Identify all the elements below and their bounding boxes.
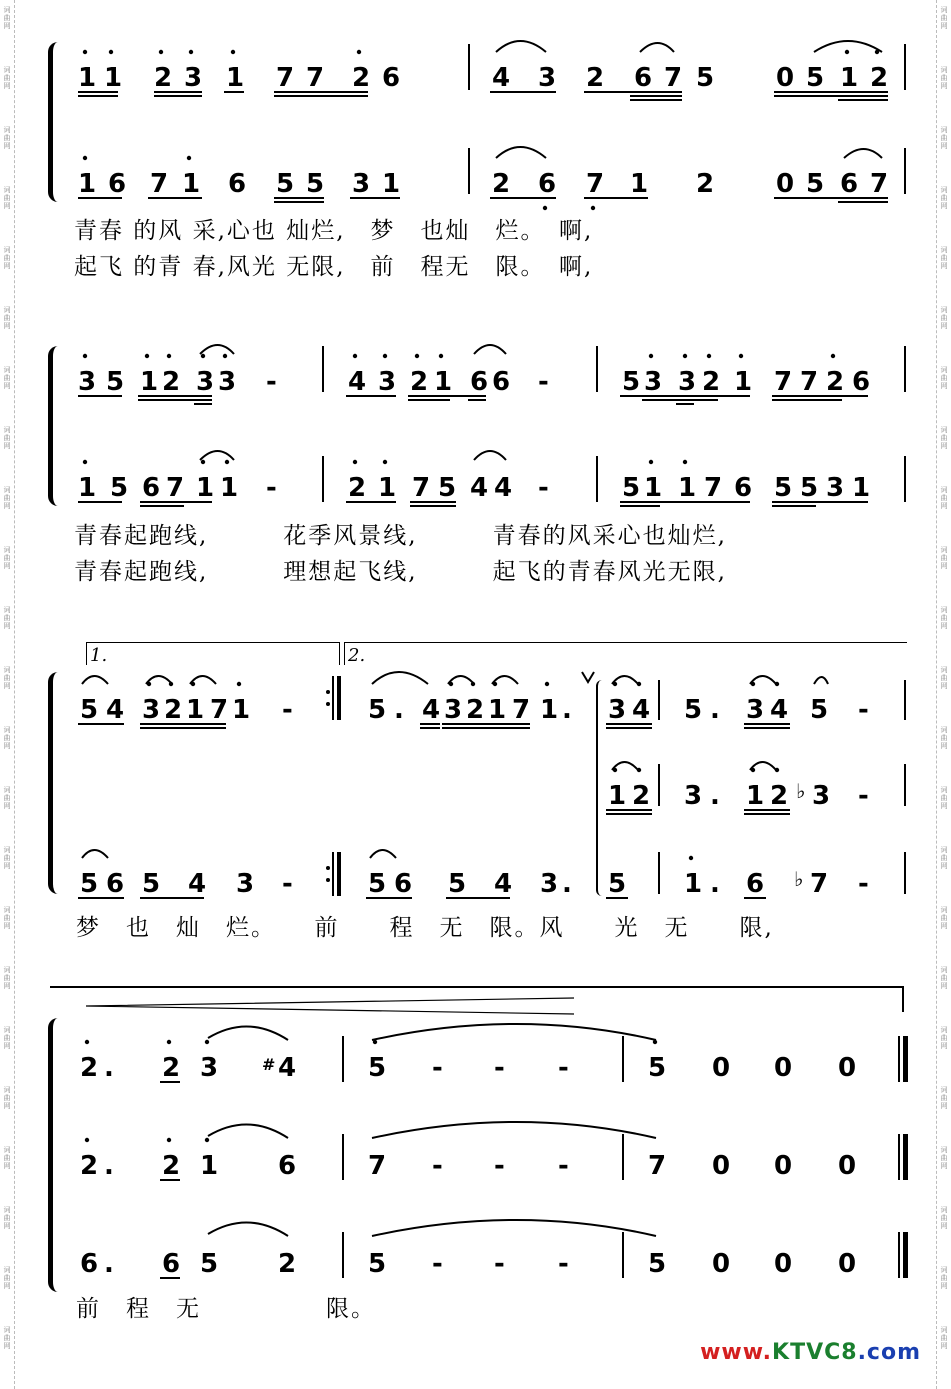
svg-text:1: 1 — [78, 169, 97, 199]
svg-text:4: 4 — [494, 869, 513, 899]
barline — [658, 764, 660, 806]
svg-text:.: . — [562, 695, 572, 725]
svg-text:3: 3 — [540, 869, 559, 899]
svg-text:1: 1 — [434, 367, 453, 397]
system1-brace — [48, 42, 71, 202]
system1-staff2 — [78, 164, 908, 204]
system2-staff1 — [78, 362, 908, 402]
watermark-text: 词 曲 网 — [940, 1146, 948, 1170]
svg-text:.: . — [562, 869, 572, 899]
svg-text:6: 6 — [840, 169, 859, 199]
watermark-text: 词 曲 网 — [940, 306, 948, 330]
svg-text:-: - — [558, 1053, 569, 1083]
svg-text:0: 0 — [712, 1151, 731, 1181]
svg-text:5: 5 — [106, 367, 125, 397]
svg-text:0: 0 — [838, 1249, 857, 1279]
svg-text:.: . — [104, 1053, 114, 1083]
svg-text:6: 6 — [162, 1249, 181, 1279]
svg-text:5: 5 — [448, 869, 467, 899]
svg-text:1: 1 — [608, 781, 627, 811]
svg-text:6: 6 — [852, 367, 871, 397]
svg-text:5: 5 — [276, 169, 295, 199]
svg-text:4: 4 — [278, 1053, 297, 1083]
svg-text:2: 2 — [770, 781, 789, 811]
svg-text:2: 2 — [492, 169, 511, 199]
svg-text:-: - — [858, 695, 869, 725]
watermark-text: 词 曲 网 — [3, 186, 11, 210]
svg-text:2: 2 — [410, 367, 429, 397]
system4-staff3 — [78, 1244, 908, 1284]
watermark-text: 词 曲 网 — [940, 186, 948, 210]
svg-text:-: - — [858, 781, 869, 811]
svg-text:1: 1 — [488, 695, 507, 725]
svg-text:6: 6 — [734, 473, 753, 503]
watermark-text: 词 曲 网 — [3, 726, 11, 750]
system2-staff1-notation — [78, 350, 908, 400]
svg-text:1: 1 — [196, 473, 215, 503]
svg-text:5: 5 — [368, 1249, 387, 1279]
watermark-text: 词 曲 网 — [940, 1206, 948, 1230]
svg-text:#: # — [262, 1055, 276, 1074]
watermark-text: 词 曲 网 — [3, 906, 11, 930]
barline — [596, 456, 598, 502]
svg-text:7: 7 — [210, 695, 229, 725]
svg-text:7: 7 — [276, 63, 295, 93]
svg-text:-: - — [432, 1053, 443, 1083]
system1-staff1 — [78, 58, 908, 98]
barline — [468, 148, 470, 194]
svg-text:-: - — [494, 1151, 505, 1181]
svg-text:7: 7 — [800, 367, 819, 397]
svg-text:7: 7 — [150, 169, 169, 199]
svg-text:1: 1 — [746, 781, 765, 811]
svg-text:7: 7 — [512, 695, 531, 725]
system3-brace — [48, 672, 71, 894]
svg-text:7: 7 — [166, 473, 185, 503]
svg-text:1: 1 — [734, 367, 753, 397]
barline — [904, 852, 906, 894]
site-logo-part3: .com — [857, 1340, 921, 1365]
svg-text:2: 2 — [586, 63, 605, 93]
watermark-text: 词 曲 网 — [940, 126, 948, 150]
svg-text:2: 2 — [80, 1151, 99, 1181]
svg-text:5: 5 — [684, 695, 703, 725]
svg-text:2: 2 — [826, 367, 845, 397]
system2-staff2-notation — [78, 456, 908, 506]
svg-text:7: 7 — [648, 1151, 667, 1181]
svg-text:-: - — [282, 695, 293, 725]
svg-text:2: 2 — [352, 63, 371, 93]
svg-text:6: 6 — [80, 1249, 99, 1279]
svg-text:1: 1 — [232, 695, 251, 725]
svg-text:1: 1 — [644, 473, 663, 503]
svg-text:7: 7 — [704, 473, 723, 503]
svg-text:0: 0 — [712, 1249, 731, 1279]
svg-text:5: 5 — [696, 63, 715, 93]
barline — [342, 1134, 344, 1180]
barline — [904, 44, 906, 90]
svg-text:7: 7 — [664, 63, 683, 93]
svg-text:7: 7 — [870, 169, 889, 199]
svg-text:2: 2 — [466, 695, 485, 725]
svg-text:2: 2 — [632, 781, 651, 811]
svg-text:3: 3 — [444, 695, 463, 725]
svg-text:2: 2 — [702, 367, 721, 397]
svg-text:3: 3 — [826, 473, 845, 503]
svg-text:6: 6 — [538, 169, 557, 199]
watermark-text: 词 曲 网 — [3, 606, 11, 630]
svg-text:1: 1 — [78, 473, 97, 503]
svg-text:5: 5 — [800, 473, 819, 503]
svg-text:6: 6 — [142, 473, 161, 503]
svg-text:7: 7 — [306, 63, 325, 93]
svg-text:-: - — [266, 367, 277, 397]
svg-text:2: 2 — [162, 367, 181, 397]
final-barline — [898, 1134, 910, 1180]
svg-text:.: . — [710, 695, 720, 725]
watermark-text: 词 曲 网 — [3, 546, 11, 570]
system2-staff2 — [78, 468, 908, 508]
watermark-text: 词 曲 网 — [3, 1326, 11, 1350]
svg-text:0: 0 — [776, 63, 795, 93]
watermark-text: 词 曲 网 — [940, 966, 948, 990]
svg-text:3: 3 — [218, 367, 237, 397]
svg-text:6: 6 — [382, 63, 401, 93]
barline — [658, 680, 660, 720]
decrescendo-hairpin — [86, 996, 576, 1016]
svg-text:3: 3 — [538, 63, 557, 93]
svg-text:4: 4 — [632, 695, 651, 725]
svg-text:1: 1 — [200, 1151, 219, 1181]
svg-text:2: 2 — [278, 1249, 297, 1279]
svg-text:4: 4 — [348, 367, 367, 397]
svg-text:6: 6 — [492, 367, 511, 397]
svg-text:6: 6 — [470, 367, 489, 397]
volta-bracket-2 — [344, 642, 907, 665]
watermark-text: 词 曲 网 — [940, 1086, 948, 1110]
watermark-text: 词 曲 网 — [940, 66, 948, 90]
svg-text:3: 3 — [352, 169, 371, 199]
barline — [622, 1036, 624, 1082]
volta-1-label: 1. — [90, 645, 108, 666]
svg-text:5: 5 — [80, 869, 99, 899]
svg-text:-: - — [432, 1249, 443, 1279]
watermark-text: 词 曲 网 — [3, 786, 11, 810]
barline — [904, 456, 906, 502]
system4-staff3-notation — [78, 1232, 908, 1282]
svg-text:5: 5 — [622, 473, 641, 503]
svg-text:7: 7 — [810, 869, 829, 899]
svg-text:6: 6 — [394, 869, 413, 899]
barline — [342, 1036, 344, 1082]
svg-text:1: 1 — [678, 473, 697, 503]
svg-text:2: 2 — [80, 1053, 99, 1083]
svg-text:0: 0 — [838, 1053, 857, 1083]
svg-text:1: 1 — [104, 63, 123, 93]
svg-text:2: 2 — [696, 169, 715, 199]
svg-text:3: 3 — [608, 695, 627, 725]
svg-text:-: - — [538, 367, 549, 397]
watermark-text: 词 曲 网 — [940, 6, 948, 30]
svg-text:3: 3 — [196, 367, 215, 397]
svg-text:-: - — [266, 473, 277, 503]
system2-brace — [48, 346, 71, 506]
watermark-text: 词 曲 网 — [940, 426, 948, 450]
svg-text:5: 5 — [306, 169, 325, 199]
barline — [468, 44, 470, 90]
watermark-text: 词 曲 网 — [3, 1266, 11, 1290]
barline — [622, 1232, 624, 1278]
svg-text:5: 5 — [608, 869, 627, 899]
watermark-text: 词 曲 网 — [940, 906, 948, 930]
final-barline — [898, 1036, 910, 1082]
svg-text:2: 2 — [870, 63, 889, 93]
svg-text:2: 2 — [154, 63, 173, 93]
svg-text:5: 5 — [142, 869, 161, 899]
svg-text:0: 0 — [712, 1053, 731, 1083]
system3-staff2-notation — [78, 764, 908, 814]
svg-text:1: 1 — [186, 695, 205, 725]
svg-text:.: . — [104, 1151, 114, 1181]
watermark-text: 词 曲 网 — [3, 1206, 11, 1230]
svg-text:7: 7 — [774, 367, 793, 397]
svg-text:3: 3 — [78, 367, 97, 397]
watermark-text: 词 曲 网 — [3, 366, 11, 390]
svg-text:0: 0 — [776, 169, 795, 199]
svg-text:♭: ♭ — [796, 779, 806, 803]
watermark-text: 词 曲 网 — [3, 126, 11, 150]
svg-text:2: 2 — [162, 1151, 181, 1181]
watermark-text: 词 曲 网 — [940, 546, 948, 570]
repeat-end-sign — [326, 676, 342, 720]
barline — [342, 1232, 344, 1278]
system4-lyric: 前 程 无 限。 — [76, 1296, 376, 1322]
svg-text:-: - — [558, 1151, 569, 1181]
svg-text:6: 6 — [278, 1151, 297, 1181]
svg-text:-: - — [858, 869, 869, 899]
watermark-text: 词 曲 网 — [940, 1266, 948, 1290]
svg-text:3: 3 — [746, 695, 765, 725]
right-watermark-strip — [936, 0, 951, 1389]
system4-staff2 — [78, 1146, 908, 1186]
svg-text:5: 5 — [648, 1053, 667, 1083]
svg-text:-: - — [432, 1151, 443, 1181]
svg-text:.: . — [394, 695, 404, 725]
watermark-text: 词 曲 网 — [3, 1086, 11, 1110]
svg-text:4: 4 — [770, 695, 789, 725]
svg-text:5: 5 — [80, 695, 99, 725]
svg-text:4: 4 — [188, 869, 207, 899]
barline — [322, 346, 324, 392]
watermark-text: 词 曲 网 — [940, 666, 948, 690]
system1-staff1-notation — [78, 46, 908, 96]
svg-text:1: 1 — [378, 473, 397, 503]
svg-text:7: 7 — [586, 169, 605, 199]
svg-text:-: - — [494, 1053, 505, 1083]
site-logo-part1: www. — [700, 1340, 773, 1365]
system3-lyric: 梦 也 灿 烂。 前 程 无 限。风 光 无 限, — [76, 915, 774, 941]
system4-brace — [48, 1018, 71, 1292]
svg-text:2: 2 — [162, 1053, 181, 1083]
svg-text:2: 2 — [164, 695, 183, 725]
svg-text:6: 6 — [746, 869, 765, 899]
system1-lyric-verse2: 起飞 的青 春,风光 无限, 前 程无 限。 啊, — [74, 254, 594, 280]
svg-text:3: 3 — [684, 781, 703, 811]
watermark-text: 词 曲 网 — [3, 846, 11, 870]
svg-text:5: 5 — [368, 1053, 387, 1083]
watermark-text: 词 曲 网 — [940, 606, 948, 630]
svg-text:5: 5 — [622, 367, 641, 397]
svg-text:1: 1 — [630, 169, 649, 199]
site-logo-part2: KTVC8 — [772, 1340, 858, 1365]
barline — [904, 680, 906, 720]
barline — [904, 148, 906, 194]
repeat-end-sign — [326, 852, 342, 896]
watermark-text: 词 曲 网 — [3, 1026, 11, 1050]
watermark-text: 词 曲 网 — [3, 6, 11, 30]
svg-text:4: 4 — [494, 473, 513, 503]
barline — [596, 346, 598, 392]
svg-text:3: 3 — [142, 695, 161, 725]
site-logo — [700, 1340, 921, 1365]
svg-text:1: 1 — [852, 473, 871, 503]
svg-text:.: . — [104, 1249, 114, 1279]
svg-text:5: 5 — [806, 169, 825, 199]
watermark-text: 词 曲 网 — [3, 246, 11, 270]
watermark-text: 词 曲 网 — [3, 486, 11, 510]
watermark-text: 词 曲 网 — [940, 1026, 948, 1050]
svg-text:5: 5 — [810, 695, 829, 725]
svg-text:3: 3 — [678, 367, 697, 397]
svg-text:0: 0 — [774, 1151, 793, 1181]
system3-staff1 — [78, 690, 908, 730]
system3-staff3-notation — [78, 852, 908, 902]
watermark-text: 词 曲 网 — [3, 306, 11, 330]
watermark-text: 词 曲 网 — [940, 726, 948, 750]
svg-text:6: 6 — [106, 869, 125, 899]
final-barline — [898, 1232, 910, 1278]
barline — [902, 986, 904, 1012]
svg-text:1: 1 — [840, 63, 859, 93]
svg-text:-: - — [494, 1249, 505, 1279]
barline — [622, 1134, 624, 1180]
svg-text:1: 1 — [140, 367, 159, 397]
svg-text:6: 6 — [108, 169, 127, 199]
system2-lyric-verse1: 青春起跑线, 花季风景线, 青春的风采心也灿烂, — [74, 523, 727, 549]
svg-text:3: 3 — [184, 63, 203, 93]
svg-text:5: 5 — [200, 1249, 219, 1279]
svg-text:3: 3 — [378, 367, 397, 397]
barline — [658, 852, 660, 894]
svg-text:3: 3 — [812, 781, 831, 811]
system4-staff1 — [78, 1048, 908, 1088]
svg-text:4: 4 — [492, 63, 511, 93]
watermark-text: 词 曲 网 — [3, 966, 11, 990]
svg-text:5: 5 — [774, 473, 793, 503]
barline — [322, 456, 324, 502]
system4-staff2-notation — [78, 1134, 908, 1184]
barline — [904, 764, 906, 806]
svg-text:5: 5 — [110, 473, 129, 503]
svg-text:1: 1 — [220, 473, 239, 503]
system2-lyric-verse2: 青春起跑线, 理想起飞线, 起飞的青春风光无限, — [74, 559, 727, 585]
barline — [904, 346, 906, 392]
system4-staff1-notation — [78, 1036, 908, 1086]
watermark-text: 词 曲 网 — [940, 846, 948, 870]
watermark-text: 词 曲 网 — [940, 486, 948, 510]
svg-text:1: 1 — [182, 169, 201, 199]
svg-text:5: 5 — [438, 473, 457, 503]
svg-text:1: 1 — [226, 63, 245, 93]
svg-text:3: 3 — [644, 367, 663, 397]
svg-text:4: 4 — [422, 695, 441, 725]
svg-text:5: 5 — [806, 63, 825, 93]
system3-staff1-notation — [78, 678, 908, 728]
svg-text:♭: ♭ — [794, 867, 804, 891]
divisi-bracket — [596, 680, 604, 896]
watermark-text: 词 曲 网 — [3, 66, 11, 90]
svg-text:0: 0 — [774, 1249, 793, 1279]
svg-text:2: 2 — [348, 473, 367, 503]
system3-staff2 — [78, 776, 908, 816]
watermark-text: 词 曲 网 — [940, 786, 948, 810]
svg-text:6: 6 — [228, 169, 247, 199]
svg-text:-: - — [282, 869, 293, 899]
volta-bracket-1 — [86, 642, 340, 665]
watermark-text: 词 曲 网 — [3, 666, 11, 690]
svg-text:.: . — [710, 869, 720, 899]
watermark-text: 词 曲 网 — [3, 426, 11, 450]
system1-lyric-verse1: 青春 的风 采,心也 灿烂, 梦 也灿 烂。 啊, — [74, 218, 594, 244]
svg-text:7: 7 — [412, 473, 431, 503]
svg-text:7: 7 — [368, 1151, 387, 1181]
svg-text:1: 1 — [684, 869, 703, 899]
svg-text:1: 1 — [540, 695, 559, 725]
left-watermark-strip — [0, 0, 15, 1389]
system3-staff3 — [78, 864, 908, 904]
watermark-text: 词 曲 网 — [940, 366, 948, 390]
svg-text:-: - — [538, 473, 549, 503]
volta-2-label: 2. — [348, 645, 366, 666]
svg-text:1: 1 — [78, 63, 97, 93]
svg-text:4: 4 — [106, 695, 125, 725]
svg-text:-: - — [558, 1249, 569, 1279]
svg-text:5: 5 — [368, 869, 387, 899]
svg-text:5: 5 — [368, 695, 387, 725]
crescendo-line — [50, 986, 902, 988]
svg-text:1: 1 — [382, 169, 401, 199]
system1-staff2-notation — [78, 152, 908, 202]
svg-text:3: 3 — [236, 869, 255, 899]
svg-text:3: 3 — [200, 1053, 219, 1083]
svg-text:0: 0 — [774, 1053, 793, 1083]
watermark-text: 词 曲 网 — [3, 1146, 11, 1170]
watermark-text: 词 曲 网 — [940, 1326, 948, 1350]
svg-text:0: 0 — [838, 1151, 857, 1181]
watermark-text: 词 曲 网 — [940, 246, 948, 270]
svg-text:.: . — [710, 781, 720, 811]
svg-text:5: 5 — [648, 1249, 667, 1279]
svg-text:4: 4 — [470, 473, 489, 503]
svg-text:6: 6 — [634, 63, 653, 93]
